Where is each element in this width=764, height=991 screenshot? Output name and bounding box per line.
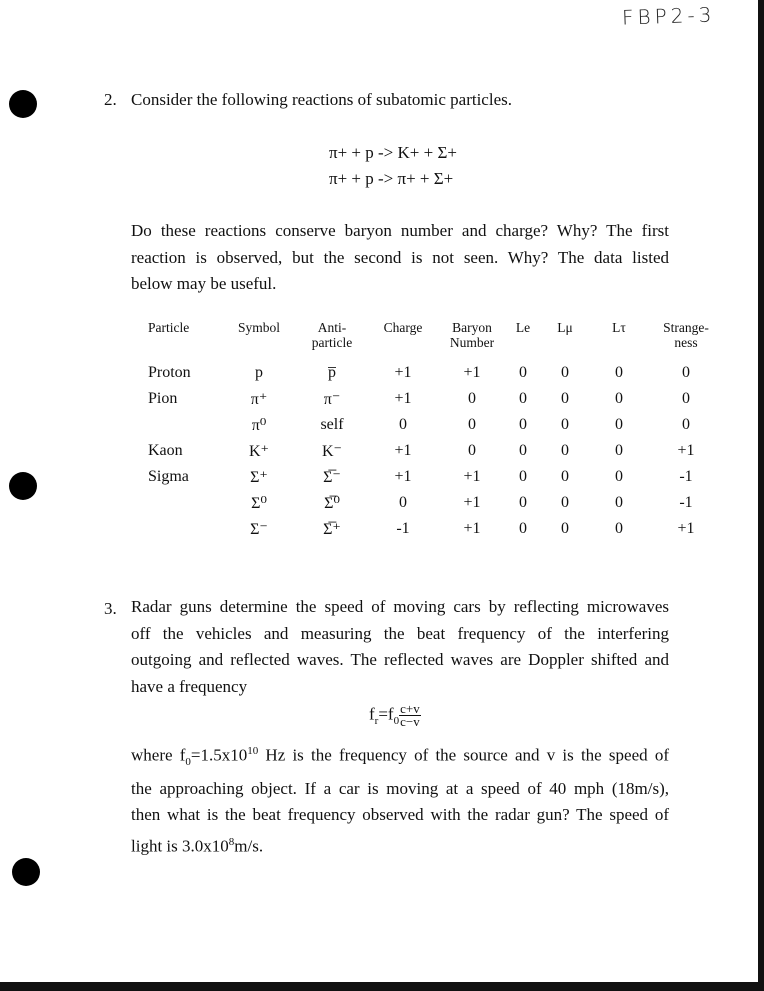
col-header-le: Le [515, 320, 531, 335]
cell-charge: +1 [394, 364, 412, 381]
problem-3-paragraph [131, 594, 669, 700]
particle-properties-table [140, 320, 722, 542]
cell-lmu: 0 [561, 442, 569, 459]
cell-le: 0 [519, 390, 527, 407]
cell-strangeness: 0 [682, 390, 690, 407]
cell-particle [140, 490, 220, 516]
cell-antiparticle: Σ̅⁰ [324, 495, 340, 512]
problem-3-number: 3. [104, 599, 117, 618]
cell-lmu: 0 [561, 390, 569, 407]
cell-charge: 0 [399, 416, 407, 433]
problem-2-number: 2. [104, 90, 117, 109]
cell-lmu: 0 [561, 520, 569, 537]
cell-le: 0 [519, 416, 527, 433]
cell-symbol: Σ⁻ [250, 521, 268, 538]
problem-3-question [131, 738, 669, 860]
table-row [140, 386, 722, 412]
cell-strangeness: -1 [679, 494, 693, 511]
binder-hole-bottom [12, 858, 40, 886]
problem-2-intro: Consider the following reactions of subatomic particles. [131, 90, 512, 109]
cell-baryon-number: 0 [468, 416, 476, 433]
handwritten-page-note: FBP2-3 [621, 2, 716, 30]
binder-hole-top [9, 90, 37, 118]
cell-lmu: 0 [561, 494, 569, 511]
cell-le: 0 [519, 520, 527, 537]
cell-baryon-number: +1 [463, 468, 481, 485]
paragraph-line: reaction is observed, but the second is not seen. Why? The data listed [131, 247, 669, 267]
cell-symbol: Σ⁺ [250, 469, 268, 486]
cell-ltau: 0 [615, 364, 623, 381]
cell-le: 0 [519, 468, 527, 485]
cell-particle: Pion [148, 390, 178, 407]
cell-strangeness: -1 [679, 468, 693, 485]
paragraph-line: Radar guns determine the speed of moving cars by reflecting microwaves [131, 597, 669, 616]
col-header-baryon-number: Baryon Number [449, 320, 495, 350]
cell-strangeness: +1 [677, 442, 695, 459]
formula-fraction: $\frac{c+v}{c-v}$ [400, 701, 420, 729]
table-row [140, 360, 722, 386]
cell-particle: Sigma [148, 468, 189, 485]
col-header-symbol: Symbol [237, 320, 280, 335]
cell-lmu: 0 [561, 468, 569, 485]
cell-antiparticle: K⁻ [322, 443, 342, 460]
cell-particle: Kaon [148, 442, 183, 459]
binder-hole-middle [9, 472, 37, 500]
paragraph-line: below may be useful. [131, 274, 277, 293]
cell-strangeness: +1 [677, 520, 695, 537]
table-row [140, 464, 722, 490]
cell-ltau: 0 [615, 494, 623, 511]
paragraph-line: have a frequency [131, 676, 248, 696]
col-header-strangeness: Strange- ness [663, 320, 709, 350]
cell-ltau: 0 [615, 468, 623, 485]
scan-edge-right [758, 0, 764, 991]
cell-ltau: 0 [615, 442, 623, 459]
cell-strangeness: 0 [682, 416, 690, 433]
reaction-2: π+ + p -> π+ + Σ+ [329, 169, 454, 188]
cell-particle [140, 516, 220, 542]
cell-particle [140, 412, 220, 438]
paragraph-line: outgoing and reflected waves. The reflected waves are Doppler shifted and [131, 650, 669, 669]
table-row [140, 490, 722, 516]
cell-antiparticle: π⁻ [323, 391, 341, 408]
cell-baryon-number: +1 [463, 520, 481, 537]
cell-baryon-number: 0 [468, 442, 476, 459]
cell-charge: -1 [396, 520, 410, 537]
table-header-row [140, 320, 722, 360]
cell-ltau: 0 [615, 520, 623, 537]
table-row [140, 412, 722, 438]
col-header-ltau: Lτ [612, 320, 626, 335]
col-header-lmu: Lμ [557, 320, 573, 335]
col-header-particle: Particle [148, 320, 190, 335]
cell-antiparticle: Σ̅⁻ [323, 469, 341, 486]
doppler-formula: $f_r=f_0$ $\frac{c+v}{c-v}$ [369, 701, 420, 729]
table-row [140, 516, 722, 542]
problem-2-paragraph [131, 218, 669, 298]
cell-le: 0 [519, 364, 527, 381]
cell-antiparticle: p̅ [328, 364, 336, 381]
paragraph-line: then what is the beat frequency observed with the radar gun? The speed of [131, 805, 669, 825]
cell-particle: Proton [148, 364, 191, 381]
cell-symbol: Σ⁰ [251, 495, 267, 512]
cell-symbol: π⁰ [251, 417, 267, 434]
cell-le: 0 [519, 442, 527, 459]
cell-lmu: 0 [561, 416, 569, 433]
reaction-1: π+ + p -> K+ + Σ+ [329, 143, 457, 162]
cell-ltau: 0 [615, 390, 623, 407]
cell-antiparticle: Σ̅⁺ [323, 521, 341, 538]
col-header-charge: Charge [383, 320, 423, 335]
cell-baryon-number: +1 [463, 494, 481, 511]
cell-symbol: π⁺ [250, 391, 268, 408]
paragraph-line: off the vehicles and measuring the beat frequency of the interfering [131, 623, 669, 643]
scan-edge-bottom [0, 982, 764, 991]
cell-baryon-number: +1 [463, 364, 481, 381]
cell-charge: +1 [394, 468, 412, 485]
cell-symbol: p [255, 364, 263, 381]
cell-charge: +1 [394, 442, 412, 459]
cell-charge: 0 [399, 494, 407, 511]
cell-lmu: 0 [561, 364, 569, 381]
paragraph-line: Do these reactions conserve baryon number and charge? Why? The first [131, 221, 669, 240]
cell-symbol: K⁺ [249, 443, 269, 460]
table-row [140, 438, 722, 464]
paragraph-line: light is $3.0x10^8m/s$. [131, 835, 264, 856]
cell-baryon-number: 0 [468, 390, 476, 407]
paragraph-line: where $f_0=1.5x10^{10}$ Hz is the frequency of the source and v is the speed of [131, 745, 669, 769]
cell-charge: +1 [394, 390, 412, 407]
paragraph-line: the approaching object. If a car is moving at a speed of 40 mph (18m/s), [131, 778, 669, 798]
cell-ltau: 0 [615, 416, 623, 433]
cell-strangeness: 0 [682, 364, 690, 381]
col-header-antiparticle: Anti- particle [311, 320, 353, 350]
cell-antiparticle: self [320, 416, 344, 433]
cell-le: 0 [519, 494, 527, 511]
